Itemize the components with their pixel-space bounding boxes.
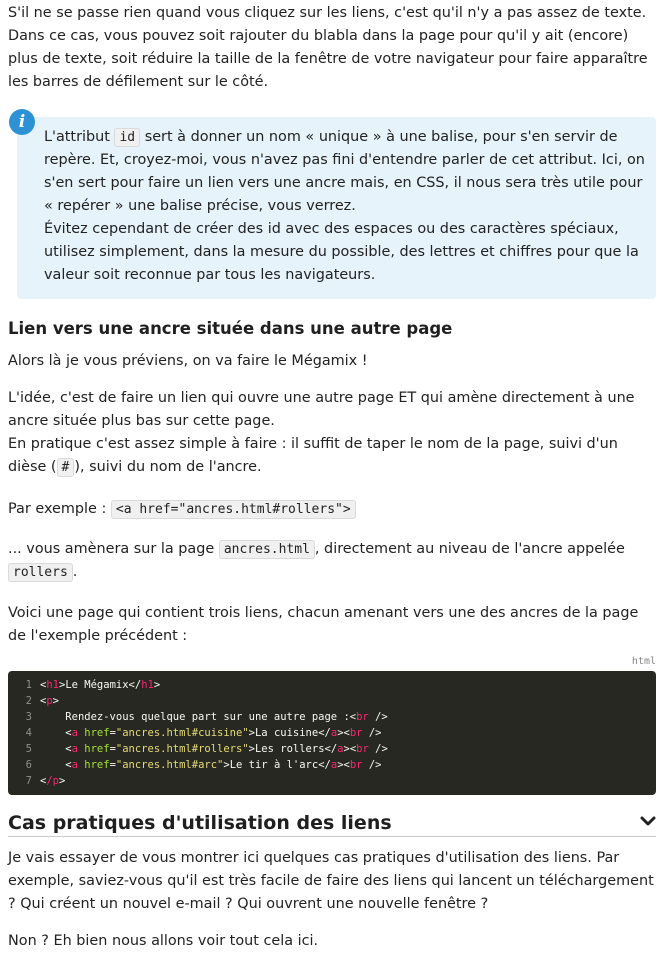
section-header[interactable] [8, 810, 656, 837]
inline-code-page: ancres.html [219, 540, 315, 559]
info-icon: i [9, 109, 35, 135]
code-line: 2 <p> [25, 695, 59, 707]
code-block [8, 671, 656, 795]
cas-paragraph: Je vais essayer de vous montrer ici quelques cas pratiques d'utilisation des liens. Par exemple, saviez-vous qu'il est très facile de faire des liens qui lancent un téléchargement ? Qui créent un nouvel e-mail ? Qui ouvrent une nouvelle fenêtre ? [8, 850, 654, 912]
code-line: 1 <h1>Le Mégamix</h1> [25, 679, 161, 691]
section-title: Cas pratiques d'utilisation des liens [8, 812, 392, 834]
info-paragraph-2: Évitez cependant de créer des id avec des espaces ou des caractères spéciaux, utilisez simplement, dans la mesure du possible, des lettres et chiffres pour que la valeur soit reconnue par tous les navigateurs. [44, 221, 639, 283]
chevron-down-icon[interactable] [640, 813, 656, 829]
info-paragraph-1: L'attribut id sert à donner un nom « unique » à une balise, pour s'en servir de repère. Et, croyez-moi, vous n'avez pas fini d'entendre parler de cet attribut. Ici, on s'en sert pour faire un lien vers une ancre mais, en CSS, il nous sera très utile pour « repérer » une balise précise, vous verrez. [44, 129, 645, 214]
idea-paragraph: L'idée, c'est de faire un lien qui ouvre une autre page ET qui amène directement à une ancre située plus bas sur cette page. En pratique c'est assez simple à faire : il suffit de taper le nom de la page, suivi d'un dièse ( # ), suivi du nom de l'ancre. [8, 390, 635, 475]
code-line: 6 <a href="ancres.html#arc">Le tir à l'arc</a><br /> [25, 759, 382, 771]
inline-code-example: <a href="ancres.html#rollers"> [111, 500, 356, 519]
intro-paragraph: S'il ne se passe rien quand vous cliquez sur les liens, c'est qu'il n'y a pas assez de texte. Dans ce cas, vous pouvez soit rajouter du blabla dans la page pour qu'il y ait (encore) plus de texte, soit réduire la taille de la fenêtre de votre navigateur pour faire apparaître les barres de défilement sur le côté. [8, 5, 648, 90]
code-line: 4 <a href="ancres.html#cuisine">La cuisine</a><br /> [25, 727, 382, 739]
megamix-paragraph: Alors là je vous préviens, on va faire le Mégamix ! [8, 353, 368, 369]
inline-code-hash: # [57, 458, 75, 477]
inline-code-id: id [114, 128, 140, 147]
code-language-label: html [631, 656, 656, 667]
example-paragraph: Par exemple : <a href="ancres.html#rollers"> [8, 498, 656, 521]
inline-code-anchor: rollers [8, 563, 73, 582]
info-box [17, 117, 656, 299]
code-line: 3 Rendez-vous quelque part sur une autre page :<br /> [25, 711, 388, 723]
code-line: 5 <a href="ancres.html#rollers">Les rollers</a><br /> [25, 743, 388, 755]
non-paragraph: Non ? Eh bien nous allons voir tout cela ici. [8, 933, 319, 949]
code-line: 7 </p> [25, 775, 66, 787]
voici-paragraph: Voici une page qui contient trois liens, chacun amenant vers une des ancres de la page de l'exemple précédent : [8, 605, 639, 644]
bring-paragraph: ... vous amènera sur la page ancres.html , directement au niveau de l'ancre appelée rollers . [8, 541, 625, 580]
subsection-heading: Lien vers une ancre située dans une autre page [8, 319, 453, 338]
